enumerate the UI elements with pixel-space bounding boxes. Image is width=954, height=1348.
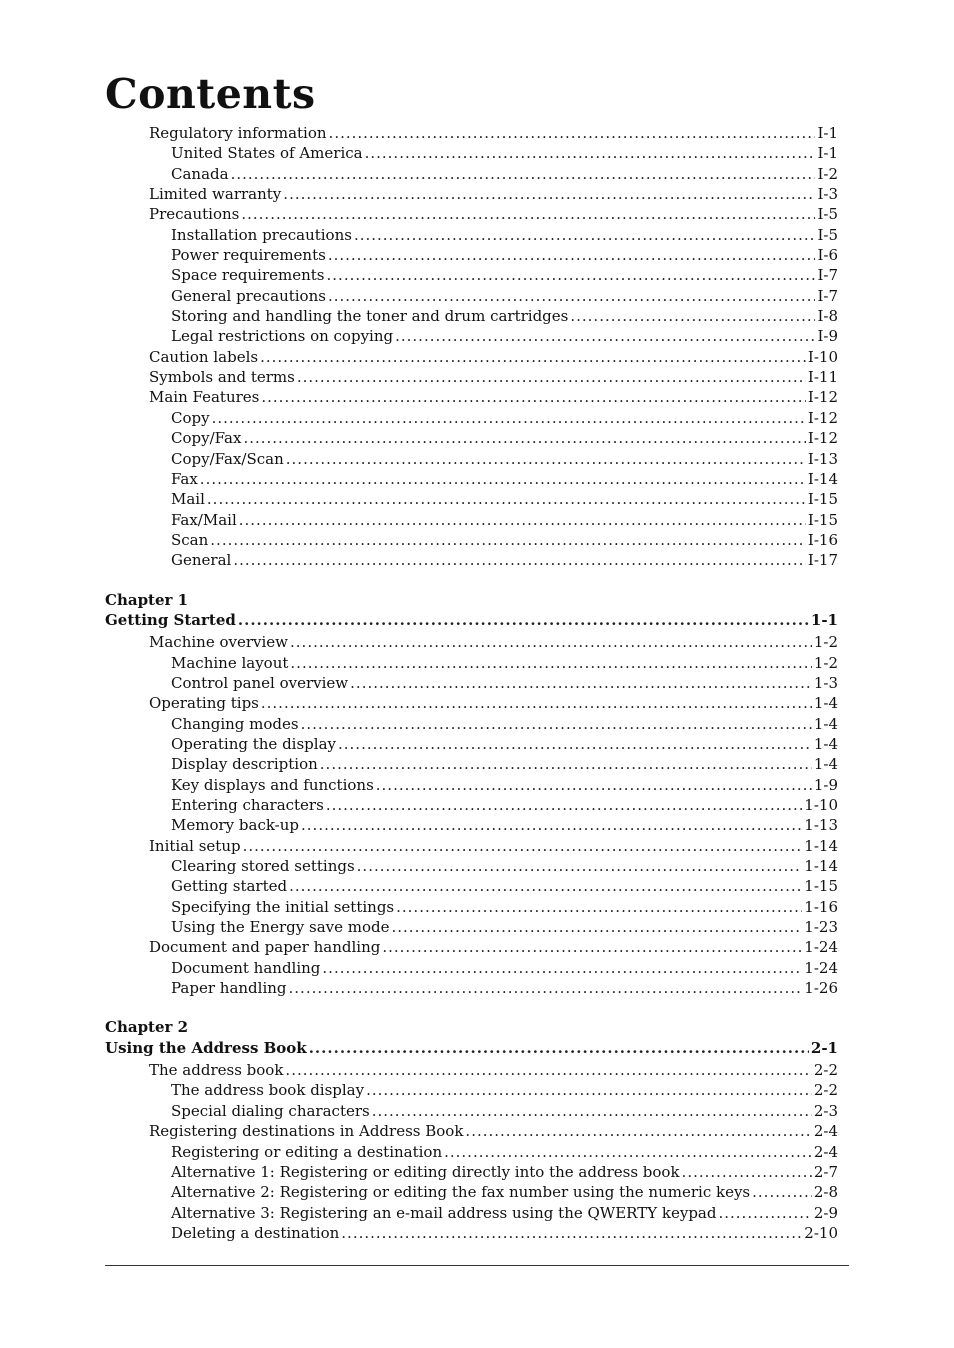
- toc-entry-page-number: 2-3: [813, 1101, 838, 1120]
- dot-leader: [243, 428, 805, 448]
- toc-entry[interactable]: [105, 387, 838, 407]
- toc-entry[interactable]: [105, 265, 838, 285]
- toc-entry-label: Storing and handling the toner and drum cartridges: [171, 307, 569, 326]
- toc-entry-label: Power requirements: [171, 246, 326, 265]
- dot-leader: [239, 510, 806, 530]
- toc-entry-page-number: I-15: [807, 510, 838, 529]
- dot-leader: [309, 1038, 809, 1058]
- dot-leader: [289, 978, 803, 998]
- chapter-title: Getting Started: [105, 610, 236, 629]
- toc-entry[interactable]: [105, 469, 838, 489]
- chapter-label: [105, 1017, 838, 1037]
- toc-entry[interactable]: [105, 815, 838, 835]
- toc-entry-page-number: 2-1: [810, 1038, 838, 1057]
- dot-leader: [243, 836, 803, 856]
- toc-entry[interactable]: [105, 978, 838, 998]
- toc-entry-label: Limited warranty: [149, 185, 282, 204]
- toc-entry-label: Changing modes: [171, 714, 299, 733]
- toc-entry-page-number: 1-23: [804, 918, 838, 937]
- toc-entry-label: Paper handling: [171, 979, 287, 998]
- toc-entry-label: United States of America: [171, 144, 363, 163]
- toc-entry-label: Clearing stored settings: [171, 857, 355, 876]
- dot-leader: [200, 469, 806, 489]
- chapter-title-entry[interactable]: [105, 1038, 838, 1058]
- toc-entry[interactable]: [105, 367, 838, 387]
- dot-leader: [570, 306, 815, 326]
- toc-entry-label: Alternative 2: Registering or editing the fax number using the numeric keys: [171, 1183, 751, 1202]
- toc-entry-label: Getting started: [171, 877, 288, 896]
- toc-entry-page-number: I-10: [807, 347, 838, 366]
- dot-leader: [212, 408, 806, 428]
- toc-entry-page-number: 2-10: [804, 1223, 838, 1242]
- toc-entry[interactable]: [105, 1203, 838, 1223]
- dot-leader: [376, 775, 812, 795]
- toc-entry[interactable]: [105, 693, 838, 713]
- dot-leader: [233, 550, 806, 570]
- toc-entry-page-number: 1-2: [813, 653, 838, 672]
- toc-entry[interactable]: [105, 164, 838, 184]
- toc-entry-label: Legal restrictions on copying: [171, 327, 394, 346]
- toc-entry[interactable]: [105, 489, 838, 509]
- toc-entry-label: Display description: [171, 755, 318, 774]
- toc-entry-page-number: 1-24: [804, 958, 838, 977]
- toc-entry-label: Scan: [171, 530, 209, 549]
- toc-entry[interactable]: [105, 937, 838, 957]
- dot-leader: [350, 673, 812, 693]
- dot-leader: [444, 1142, 812, 1162]
- dot-leader: [320, 754, 812, 774]
- chapter-number: Chapter 2: [105, 1018, 189, 1037]
- toc-entry[interactable]: [105, 1060, 838, 1080]
- toc-entry-label: Installation precautions: [171, 225, 352, 244]
- toc-entry[interactable]: [105, 428, 838, 448]
- toc-entry[interactable]: [105, 917, 838, 937]
- toc-entry-page-number: 1-13: [804, 816, 838, 835]
- dot-leader: [465, 1121, 811, 1141]
- toc-entry-label: Alternative 3: Registering an e-mail address using the QWERTY keypad: [171, 1203, 717, 1222]
- section-spacer: [105, 571, 838, 590]
- toc-entry-label: Entering characters: [171, 796, 324, 814]
- toc-entry-page-number: 1-1: [810, 610, 838, 629]
- toc-entry-page-number: 2-2: [813, 1061, 838, 1080]
- toc-entry-label: Copy/Fax: [171, 429, 242, 448]
- dot-leader: [338, 734, 812, 754]
- toc-entry-label: Document and paper handling: [149, 938, 381, 957]
- dot-leader: [382, 937, 802, 957]
- toc-entry[interactable]: [105, 123, 838, 143]
- toc-entry-label: Document handling: [171, 958, 321, 977]
- page-title: Contents: [105, 70, 316, 118]
- toc-entry-label: Precautions: [149, 205, 240, 224]
- toc-entry-page-number: 1-3: [813, 673, 838, 692]
- dot-leader: [283, 184, 815, 204]
- dot-leader: [372, 1101, 812, 1121]
- toc-entry-page-number: 1-15: [804, 877, 838, 896]
- toc-entry-page-number: 2-2: [813, 1081, 838, 1100]
- dot-leader: [718, 1203, 811, 1223]
- toc-entry-label: Canada: [171, 164, 229, 183]
- dot-leader: [328, 245, 816, 265]
- toc-entry-label: Registering or editing a destination: [171, 1142, 443, 1161]
- toc-entry-page-number: I-1: [817, 144, 838, 163]
- dot-leader: [396, 897, 802, 917]
- toc-entry[interactable]: [105, 347, 838, 367]
- dot-leader: [365, 143, 816, 163]
- toc-entry[interactable]: [105, 306, 838, 326]
- toc-entry[interactable]: [105, 958, 838, 978]
- dot-leader: [357, 856, 803, 876]
- dot-leader: [210, 530, 806, 550]
- toc-entry-page-number: I-13: [807, 449, 838, 468]
- chapter-number: Chapter 1: [105, 590, 189, 609]
- toc-entry[interactable]: [105, 1142, 838, 1162]
- toc-entry-label: Regulatory information: [149, 124, 327, 142]
- toc-entry-page-number: 1-4: [813, 734, 838, 753]
- toc-entry-label: Fax/Mail: [171, 510, 237, 529]
- toc-entry[interactable]: [105, 836, 838, 856]
- toc-entry-page-number: I-2: [817, 164, 838, 183]
- toc-entry-page-number: I-3: [817, 185, 838, 204]
- toc-entry[interactable]: [105, 632, 838, 652]
- toc-entry-page-number: 1-2: [813, 633, 838, 652]
- toc-entry[interactable]: [105, 204, 838, 224]
- toc-entry[interactable]: [105, 510, 838, 530]
- toc-entry[interactable]: [105, 184, 838, 204]
- dot-leader: [328, 286, 816, 306]
- toc-entry-label: Memory back-up: [171, 816, 300, 835]
- toc-entry[interactable]: [105, 856, 838, 876]
- dot-leader: [290, 653, 811, 673]
- dot-leader: [238, 610, 809, 630]
- section-spacer: [105, 998, 838, 1017]
- toc-entry-page-number: 2-8: [813, 1183, 838, 1202]
- toc-entry[interactable]: [105, 775, 838, 795]
- toc-entry[interactable]: [105, 653, 838, 673]
- toc-entry-page-number: 1-4: [813, 694, 838, 713]
- toc-entry-page-number: 1-4: [813, 755, 838, 774]
- toc-entry[interactable]: [105, 530, 838, 550]
- toc-entry[interactable]: [105, 408, 838, 428]
- toc-entry-page-number: I-5: [817, 205, 838, 224]
- toc-entry-page-number: 2-4: [813, 1122, 838, 1141]
- dot-leader: [326, 795, 802, 815]
- dot-leader: [290, 632, 812, 652]
- toc-entry-page-number: I-1: [817, 124, 838, 142]
- chapter-title-entry[interactable]: [105, 610, 838, 630]
- toc-entry-label: Special dialing characters: [171, 1101, 370, 1120]
- toc-entry-label: Operating tips: [149, 694, 259, 713]
- toc-entry-page-number: 2-9: [813, 1203, 838, 1222]
- toc-entry-label: Registering destinations in Address Book: [149, 1122, 464, 1141]
- toc-entry-label: General: [171, 551, 232, 570]
- toc-entry-page-number: 2-7: [813, 1162, 838, 1181]
- toc-entry-page-number: I-12: [807, 429, 838, 448]
- dot-leader: [289, 876, 802, 896]
- toc-entry-page-number: I-14: [807, 469, 838, 488]
- toc-entry-label: Initial setup: [149, 836, 241, 855]
- toc-entry[interactable]: [105, 673, 838, 693]
- toc-entry-page-number: 1-10: [804, 796, 838, 814]
- dot-leader: [752, 1182, 812, 1202]
- toc-entry[interactable]: [105, 1182, 838, 1202]
- toc-entry-page-number: 1-14: [804, 836, 838, 855]
- toc-entry[interactable]: [105, 897, 838, 917]
- toc-entry-page-number: I-12: [807, 408, 838, 427]
- toc-entry-label: Alternative 1: Registering or editing directly into the address book: [171, 1162, 680, 1181]
- toc-entry-page-number: I-7: [817, 266, 838, 285]
- toc-entry[interactable]: [105, 714, 838, 734]
- toc-entry[interactable]: [105, 876, 838, 896]
- toc-entry-page-number: I-5: [817, 225, 838, 244]
- toc-entry-label: The address book display: [171, 1081, 365, 1100]
- dot-leader: [261, 387, 806, 407]
- dot-leader: [322, 958, 802, 978]
- dot-leader: [297, 367, 806, 387]
- toc-entry-page-number: I-17: [807, 551, 838, 570]
- toc-entry[interactable]: [105, 1121, 838, 1141]
- dot-leader: [392, 917, 803, 937]
- toc-entry-page-number: 1-9: [813, 775, 838, 794]
- dot-leader: [207, 489, 806, 509]
- chapter-title: Using the Address Book: [105, 1038, 307, 1057]
- toc-entry[interactable]: [105, 143, 838, 163]
- dot-leader: [301, 714, 812, 734]
- dot-leader: [261, 693, 812, 713]
- toc-entry-label: Copy: [171, 408, 210, 427]
- toc-entry[interactable]: [105, 286, 838, 306]
- dot-leader: [329, 123, 816, 143]
- dot-leader: [682, 1162, 812, 1182]
- dot-leader: [395, 326, 815, 346]
- toc-entry-page-number: I-6: [817, 246, 838, 265]
- toc-entry-page-number: I-9: [817, 327, 838, 346]
- dot-leader: [286, 449, 806, 469]
- toc-entry[interactable]: [105, 326, 838, 346]
- toc-entry[interactable]: [105, 1080, 838, 1100]
- toc-entry-label: General precautions: [171, 286, 326, 305]
- toc-entry-label: Main Features: [149, 388, 260, 407]
- toc-entry-label: Fax: [171, 469, 198, 488]
- toc-entry-label: Operating the display: [171, 734, 336, 753]
- toc-entry-label: Machine overview: [149, 633, 289, 652]
- toc-entry[interactable]: [105, 550, 838, 570]
- toc-entry[interactable]: [105, 245, 838, 265]
- dot-leader: [260, 347, 806, 367]
- dot-leader: [341, 1223, 802, 1243]
- toc-entry-label: Mail: [171, 490, 205, 509]
- toc-entry-page-number: 1-14: [804, 857, 838, 876]
- toc-entry-page-number: 1-26: [804, 979, 838, 998]
- toc-entry-page-number: I-16: [807, 530, 838, 549]
- toc-entry-page-number: 2-4: [813, 1142, 838, 1161]
- toc-entry[interactable]: [105, 1162, 838, 1182]
- toc-entry-label: Symbols and terms: [149, 368, 295, 387]
- chapter-label: [105, 590, 838, 610]
- toc-entry-label: Control panel overview: [171, 673, 349, 692]
- toc-entry[interactable]: [105, 1223, 838, 1243]
- toc-entry-label: The address book: [149, 1061, 284, 1080]
- toc-entry-label: Caution labels: [149, 347, 259, 366]
- toc-entry[interactable]: [105, 225, 838, 245]
- toc-entry-label: Using the Energy save mode: [171, 918, 390, 937]
- toc-entry-page-number: 1-24: [804, 938, 838, 957]
- toc-entry[interactable]: [105, 754, 838, 774]
- toc-entry[interactable]: [105, 795, 838, 815]
- dot-leader: [327, 265, 816, 285]
- dot-leader: [231, 164, 816, 184]
- toc-entry-label: Key displays and functions: [171, 775, 374, 794]
- toc-entry-page-number: I-15: [807, 490, 838, 509]
- footer-divider: [105, 1265, 849, 1266]
- toc-entry[interactable]: [105, 734, 838, 754]
- dot-leader: [301, 815, 802, 835]
- dot-leader: [366, 1080, 812, 1100]
- dot-leader: [241, 204, 815, 224]
- dot-leader: [354, 225, 816, 245]
- table-of-contents: [105, 123, 838, 1243]
- toc-entry-label: Space requirements: [171, 266, 325, 285]
- toc-entry-page-number: I-8: [817, 307, 838, 326]
- dot-leader: [285, 1060, 811, 1080]
- toc-entry[interactable]: [105, 1101, 838, 1121]
- toc-entry-page-number: 1-16: [804, 897, 838, 916]
- toc-entry-page-number: I-12: [807, 388, 838, 407]
- toc-entry-label: Copy/Fax/Scan: [171, 449, 284, 468]
- toc-entry-label: Deleting a destination: [171, 1223, 340, 1242]
- toc-entry[interactable]: [105, 449, 838, 469]
- toc-entry-page-number: I-7: [817, 286, 838, 305]
- toc-entry-page-number: 1-4: [813, 714, 838, 733]
- toc-entry-page-number: I-11: [807, 368, 838, 387]
- toc-entry-label: Specifying the initial settings: [171, 897, 395, 916]
- toc-entry-label: Machine layout: [171, 653, 289, 672]
